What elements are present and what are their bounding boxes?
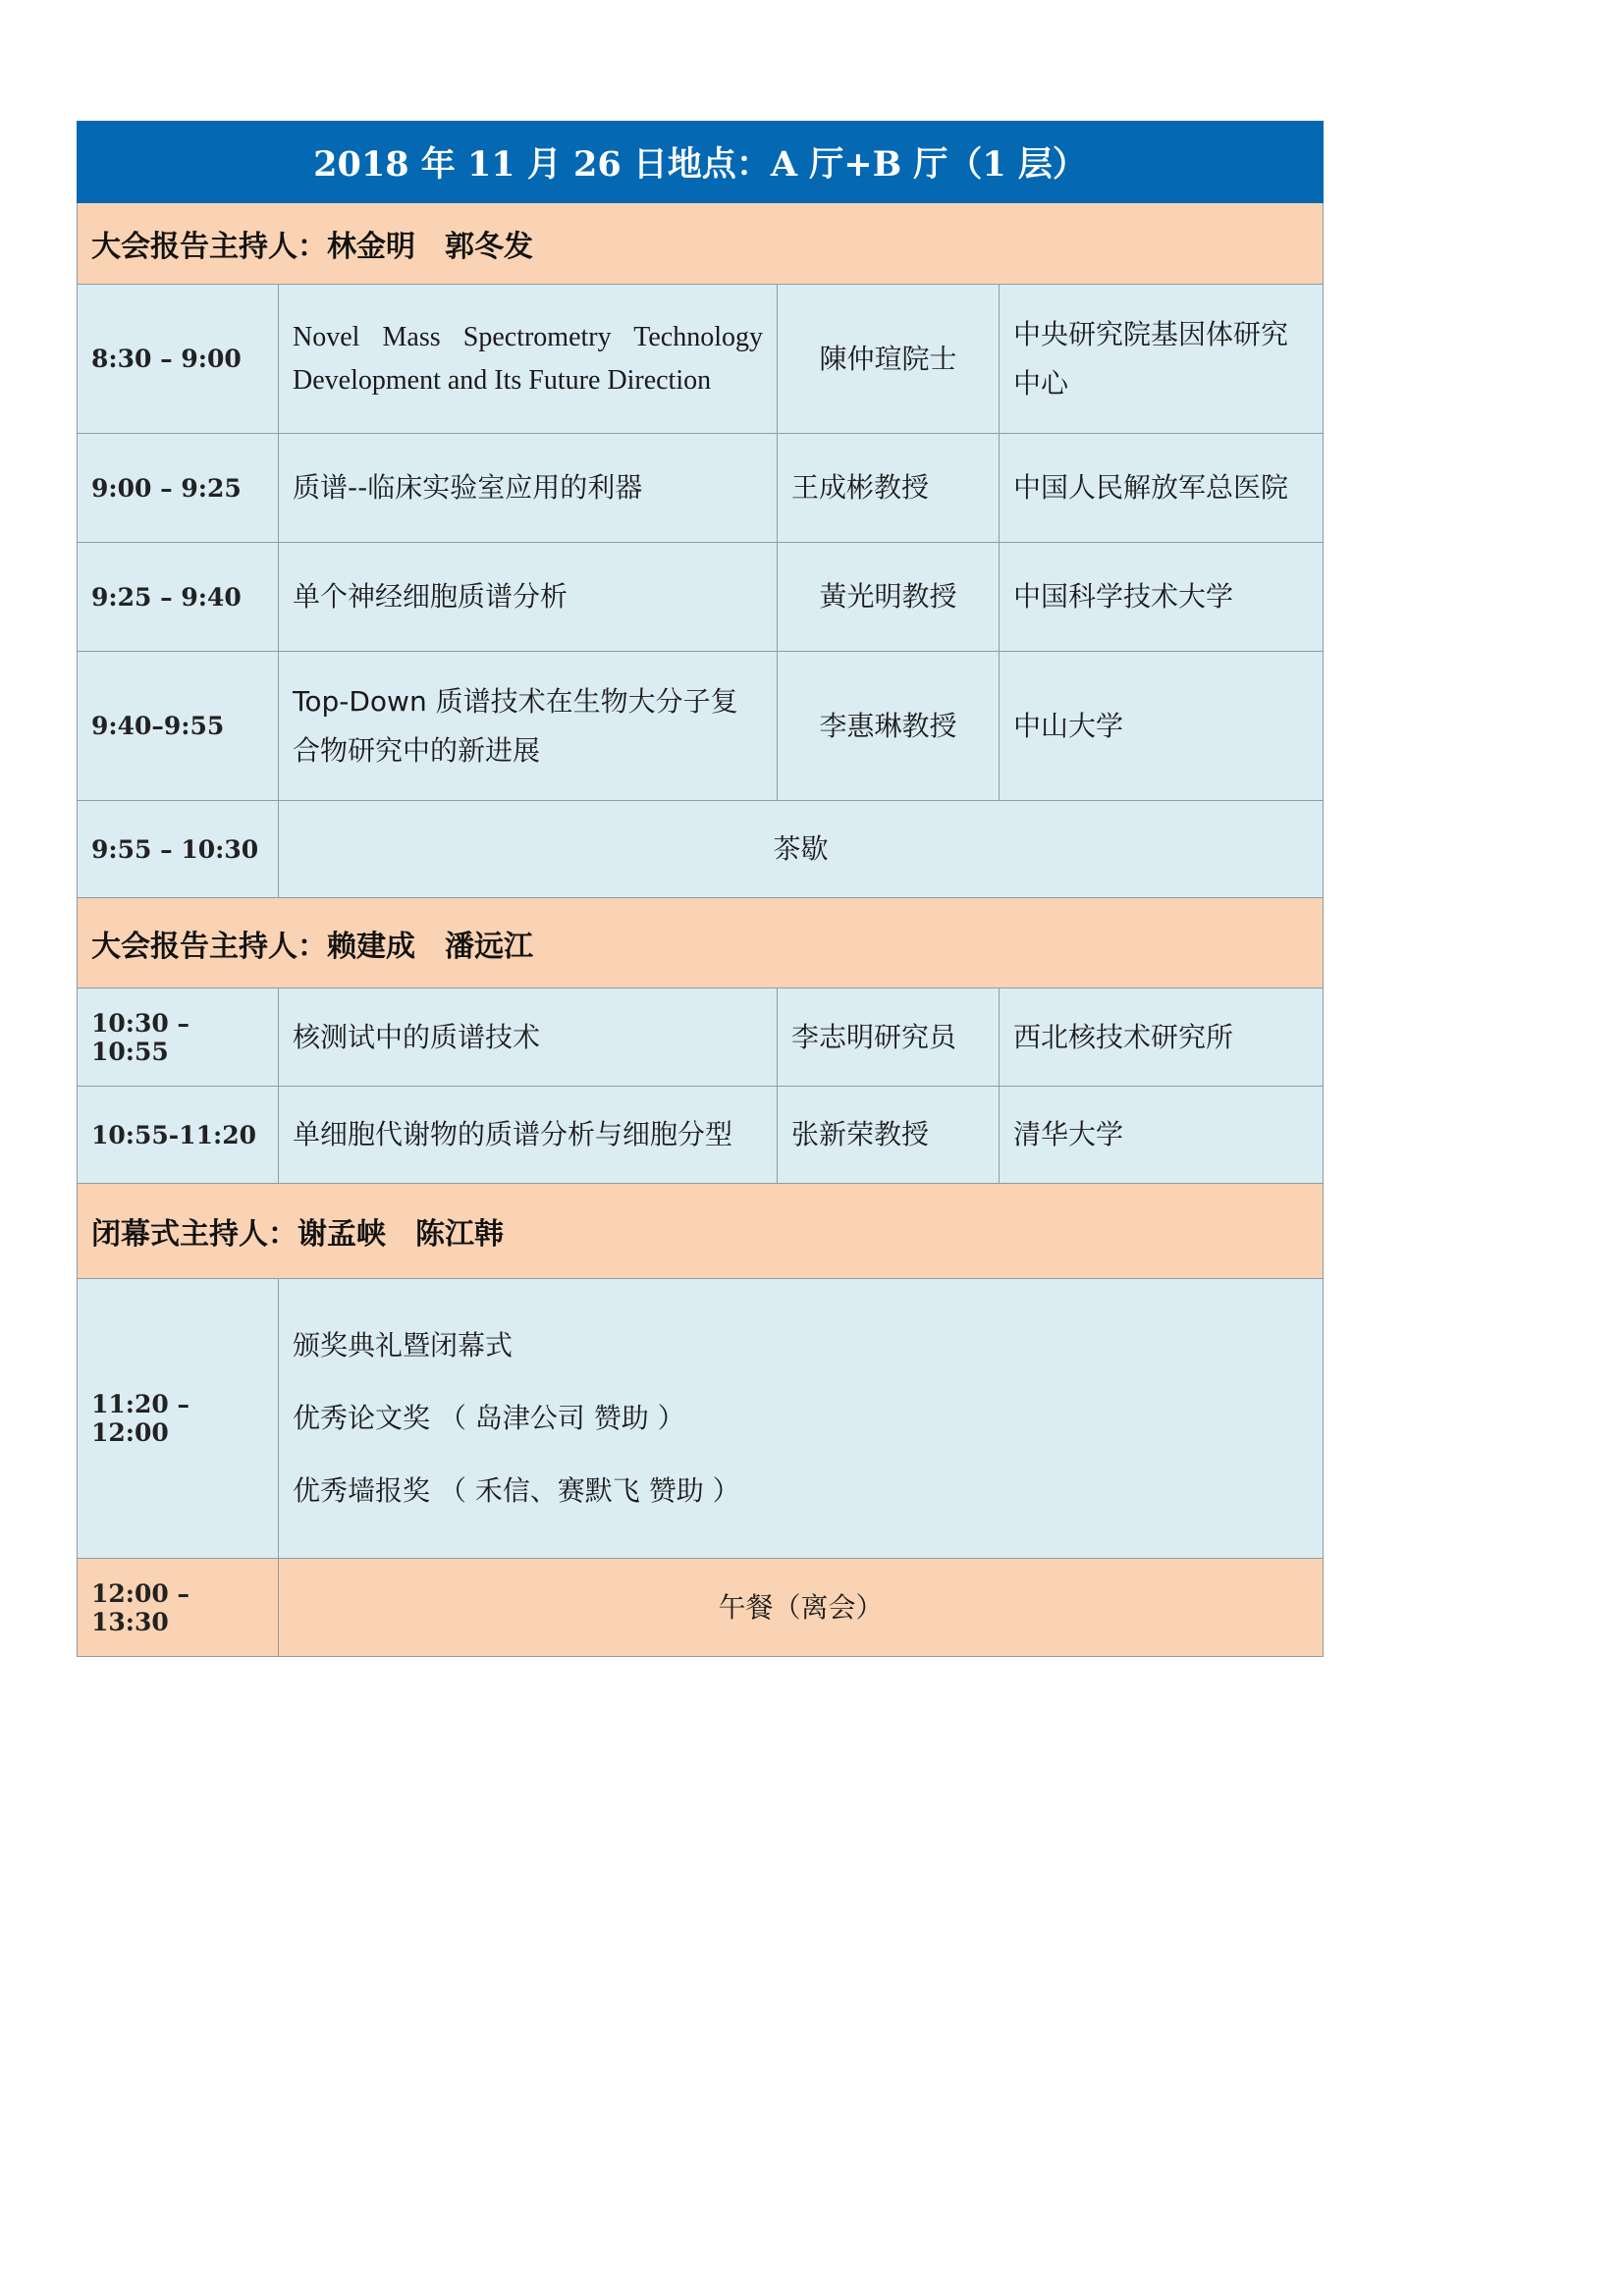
closing-row (78, 1279, 1324, 1559)
time-cell: 12:00 – 13:30 (78, 1559, 279, 1657)
table-row (78, 543, 1324, 652)
host-row (78, 203, 1324, 285)
host-row (78, 898, 1324, 988)
lunch-row (78, 1559, 1324, 1657)
org-cell: 中国人民解放军总医院 (1000, 434, 1324, 543)
lunch-label: 午餐（离会） (279, 1559, 1324, 1657)
topic-cell: Top-Down 质谱技术在生物大分子复合物研究中的新进展 (279, 652, 778, 801)
topic-cell: 单细胞代谢物的质谱分析与细胞分型 (279, 1087, 778, 1184)
schedule-title: 2018 年 11 月 26 日地点：A 厅+B 厅（1 层） (78, 122, 1324, 203)
break-label: 茶歇 (279, 801, 1324, 898)
schedule-table (77, 121, 1324, 1657)
speaker-cell: 黃光明教授 (778, 543, 1000, 652)
session-host: 闭幕式主持人：谢孟峡 陈江韩 (78, 1184, 1324, 1279)
speaker-cell: 李志明研究员 (778, 988, 1000, 1087)
time-cell: 8:30 – 9:00 (78, 285, 279, 434)
topic-cell: 单个神经细胞质谱分析 (279, 543, 778, 652)
speaker-cell: 王成彬教授 (778, 434, 1000, 543)
time-cell: 10:55-11:20 (78, 1087, 279, 1184)
table-row (78, 1087, 1324, 1184)
break-row (78, 801, 1324, 898)
closing-line: 优秀论文奖 （ 岛津公司 赞助 ） (293, 1402, 685, 1434)
host-row (78, 1184, 1324, 1279)
speaker-cell: 张新荣教授 (778, 1087, 1000, 1184)
closing-line: 颁奖典礼暨闭幕式 (293, 1329, 514, 1362)
closing-details (279, 1279, 1324, 1559)
session-host: 大会报告主持人：赖建成 潘远江 (78, 898, 1324, 988)
speaker-cell: 李惠琳教授 (778, 652, 1000, 801)
schedule-title-row (78, 122, 1324, 203)
org-cell: 中央研究院基因体研究中心 (1000, 285, 1324, 434)
topic-cell: 质谱--临床实验室应用的利器 (279, 434, 778, 543)
table-row (78, 652, 1324, 801)
time-cell: 11:20 – 12:00 (78, 1279, 279, 1559)
org-cell: 西北核技术研究所 (1000, 988, 1324, 1087)
speaker-cell: 陳仲瑄院士 (778, 285, 1000, 434)
time-cell: 9:25 – 9:40 (78, 543, 279, 652)
table-row (78, 434, 1324, 543)
org-cell: 清华大学 (1000, 1087, 1324, 1184)
topic-cell: 核测试中的质谱技术 (279, 988, 778, 1087)
time-cell: 10:30 – 10:55 (78, 988, 279, 1087)
table-row (78, 285, 1324, 434)
org-cell: 中山大学 (1000, 652, 1324, 801)
org-cell: 中国科学技术大学 (1000, 543, 1324, 652)
time-cell: 9:40–9:55 (78, 652, 279, 801)
time-cell: 9:55 – 10:30 (78, 801, 279, 898)
time-cell: 9:00 – 9:25 (78, 434, 279, 543)
topic-cell: Novel Mass Spectrometry Technology Development and Its Future Direction (279, 285, 778, 434)
session-host: 大会报告主持人：林金明 郭冬发 (78, 203, 1324, 285)
table-row (78, 988, 1324, 1087)
closing-line: 优秀墙报奖 （ 禾信、赛默飞 赞助 ） (293, 1474, 740, 1507)
